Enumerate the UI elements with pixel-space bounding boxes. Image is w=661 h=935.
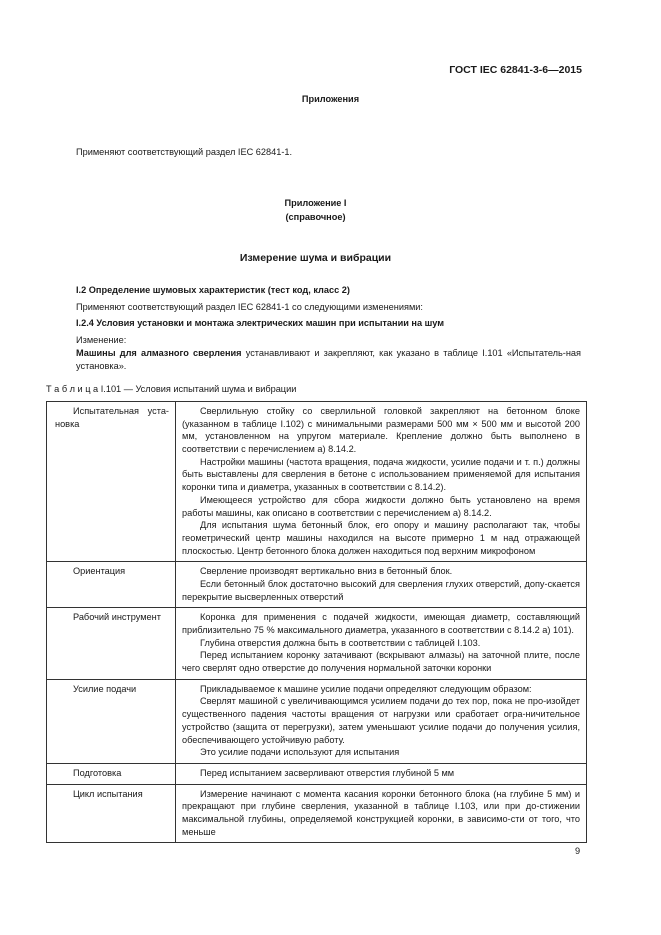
- condition-label: Испытательная уста-новка: [55, 406, 169, 429]
- condition-paragraph: Перед испытанием засверливают отверстия глубиной 5 мм: [200, 767, 455, 778]
- condition-label-cell: [47, 679, 176, 763]
- condition-label: Ориентация: [73, 566, 126, 577]
- condition-paragraph: Перед испытанием коронку затачивают (вскрывают алмазы) на заточной плите, после чего сверлят одно отверстие до получения нормальной заточки коронки: [182, 650, 580, 674]
- condition-paragraph: Это усилие подачи используют для испытания: [200, 747, 400, 758]
- table-caption-text: I.101 — Условия испытаний шума и вибрации: [98, 384, 297, 394]
- test-conditions-table: [46, 401, 587, 843]
- table-caption: [46, 383, 296, 396]
- appendices-title: Приложения: [301, 94, 360, 104]
- condition-paragraph: Если бетонный блок достаточно высокий для сверления глухих отверстий, допу-скается перекрытие высверленных отверстий: [182, 578, 580, 602]
- diamond-drilling-term: Машины для алмазного сверления: [76, 348, 242, 358]
- condition-paragraph: Измерение начинают с момента касания коронки бетонного блока (на глубине 5 мм) и прекращают при глубине сверления, указанной в таблице I.103, или при до-стижении максимальной глубины, определяемой конструкцией коронки, в зависимо-сти от того, что меньше: [182, 788, 580, 837]
- condition-paragraph: Прикладываемое к машине усилие подачи определяют следующим образом:: [200, 683, 532, 694]
- table-row: [47, 402, 587, 562]
- condition-paragraph: Глубина отверстия должна быть в соответствии с таблицей I.103.: [200, 637, 481, 648]
- condition-paragraph: Настройки машины (частота вращения, подача жидкости, усилие подачи и т. п.) должны быть выставлены для сверления в бетоне с использованием применяемой для испытания коронки типа и диаметра, указанных в соответствии с 8.14.2).: [182, 456, 580, 493]
- table-row: [47, 608, 587, 679]
- condition-label-cell: [47, 608, 176, 679]
- section-i2-title: I.2 Определение шумовых характеристик (тест код, класс 2): [76, 285, 350, 295]
- condition-label-cell: [47, 402, 176, 562]
- table-row: [47, 784, 587, 843]
- annex-heading: Измерение шума и вибрации: [239, 252, 392, 264]
- table-row: [47, 763, 587, 784]
- condition-label: Цикл испытания: [73, 788, 143, 799]
- section-i24-title: I.2.4 Условия установки и монтажа электрических машин при испытании на шум: [76, 318, 445, 328]
- condition-paragraph: Имеющееся устройство для сбора жидкости должно быть установлено на время работы машины, как описано в соответствии с перечислением a) 8.14.2.: [182, 494, 580, 518]
- condition-label: Рабочий инструмент: [73, 612, 161, 623]
- condition-label: Подготовка: [73, 767, 122, 778]
- condition-paragraph: Сверлят машиной с увеличивающимся усилием подачи до тех пор, пока не про-изойдет существенного падения частоты вращения от нагрузки или сработает огра-ничительное устройство (защита от перегрузки), затем уменьшают усилие подачи до получения усилия, обеспечивающего устойчивую работу.: [182, 696, 580, 745]
- condition-description-cell: [176, 608, 587, 679]
- change-label: Изменение:: [76, 335, 127, 345]
- condition-description-cell: [176, 679, 587, 763]
- condition-label-cell: [47, 784, 176, 843]
- condition-paragraph: Сверление производят вертикально вниз в бетонный блок.: [200, 566, 453, 577]
- condition-label: Усилие подачи: [73, 683, 137, 694]
- condition-description-cell: [176, 402, 587, 562]
- annex-type: (справочное): [285, 212, 346, 222]
- condition-description-cell: [176, 784, 587, 843]
- condition-description-cell: [176, 562, 587, 608]
- condition-paragraph: Сверлильную стойку со сверлильной головкой закрепляют на бетонном блоке (указанном в таблице I.102) с минимальными размерами 500 мм × 500 мм и высотой 200 мм, установленном на упругом материале. Крепление должно быть выполнено в соответствии с перечислением a) 8.14.2.: [182, 406, 580, 455]
- table-caption-prefix: Т а б л и ц а: [46, 384, 99, 394]
- condition-paragraph: Коронка для применения с подачей жидкости, имеющая диаметр, составляющий приблизительно 75 % максимального диаметра, указанного в соответствии с 8.14.2 a) 101).: [182, 612, 580, 635]
- appendices-text: Применяют соответствующий раздел IEC 62841-1.: [76, 147, 293, 157]
- table-row: [47, 679, 587, 763]
- section-i2-text: Применяют соответствующий раздел IEC 62841-1 со следующими изменениями:: [76, 302, 423, 312]
- annex-title: Приложение I: [284, 198, 347, 208]
- condition-description-cell: [176, 763, 587, 784]
- condition-label-cell: [47, 562, 176, 608]
- diamond-drilling-text: устанавливают и закрепляют, как указано в таблице I.101 «Испытатель-ная установка».: [76, 348, 581, 372]
- condition-paragraph: Для испытания шума бетонный блок, его опору и машину располагают так, чтобы геометрический центр машины находился на высоте примерно 1 м над отражающей плоскостью. Центр бетонного блока должен находиться под верхним микрофоном: [182, 520, 580, 556]
- table-row: [47, 562, 587, 608]
- page-number: 9: [575, 846, 581, 856]
- standard-header: ГОСТ IEC 62841-3-6—2015: [449, 64, 582, 76]
- diamond-drilling-paragraph: [76, 347, 581, 374]
- condition-label-cell: [47, 763, 176, 784]
